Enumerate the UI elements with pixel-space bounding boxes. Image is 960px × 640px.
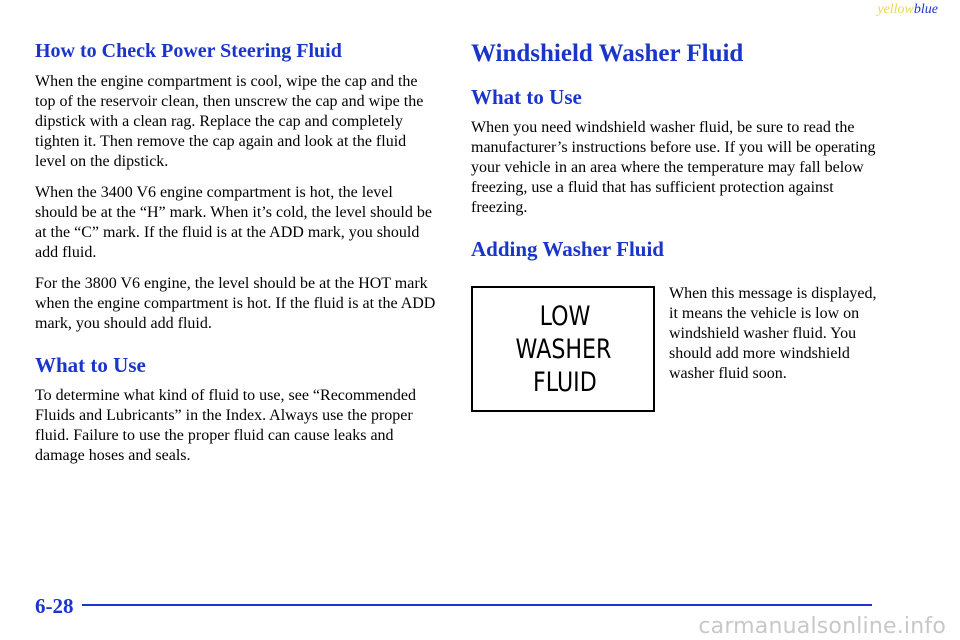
message-line-washer: WASHER: [515, 333, 611, 365]
what-to-use-heading-left: What to Use: [35, 353, 146, 377]
adding-washer-fluid-heading: Adding Washer Fluid: [471, 237, 664, 261]
watermark: carmanualsonline.info: [698, 614, 946, 639]
paragraph-cool-check: When the engine compartment is cool, wipe the cap and the top of the reservoir clean, then unscrew the cap and wipe the dipstick with a clean rag. Replace the cap and completely tighten it. Then remove the cap again and look at the fluid level on the dipstick.: [35, 73, 424, 170]
footer-rule: [82, 604, 872, 606]
power-steering-heading: How to Check Power Steering Fluid: [35, 40, 342, 62]
paragraph-3400-v6: When the 3400 V6 engine compartment is hot, the level should be at the “H” mark. When it’s cold, the level should be at the “C” mark. If the fluid is at the ADD mark, you should add fluid.: [35, 184, 432, 261]
page-number: 6-28: [35, 594, 74, 618]
print-color-tag: [877, 2, 938, 18]
left-column: [35, 38, 437, 477]
tag-yellow: yellow: [877, 2, 914, 17]
message-explanation: When this message is displayed, it means the vehicle is low on windshield washer fluid. You should add more windshield washer fluid soon.: [669, 285, 877, 382]
washer-fluid-title: Windshield Washer Fluid: [471, 40, 744, 67]
paragraph-3800-v6: For the 3800 V6 engine, the level should be at the HOT mark when the engine compartment is hot. If the fluid is at the ADD mark, you should add fluid.: [35, 275, 436, 332]
message-line-low: LOW: [539, 300, 591, 332]
message-line-fluid: FLUID: [533, 366, 597, 398]
washer-message-row: [471, 270, 891, 410]
paragraph-fluid-type: To determine what kind of fluid to use, see “Recommended Fluids and Lubricants” in the Index. Always use the proper fluid. Failure to use the proper fluid can cause leaks and damage hoses and seals.: [35, 387, 416, 464]
what-to-use-heading-right: What to Use: [471, 85, 582, 109]
paragraph-washer-instructions: When you need windshield washer fluid, be sure to read the manufacturer’s instructions before use. If you will be operating your vehicle in an area where the temperature may fall below freezing, use a fluid that has sufficient protection against freezing.: [471, 119, 876, 216]
low-washer-fluid-message-box: [471, 286, 655, 412]
tag-blue: blue: [913, 2, 938, 17]
right-column: [471, 38, 891, 410]
